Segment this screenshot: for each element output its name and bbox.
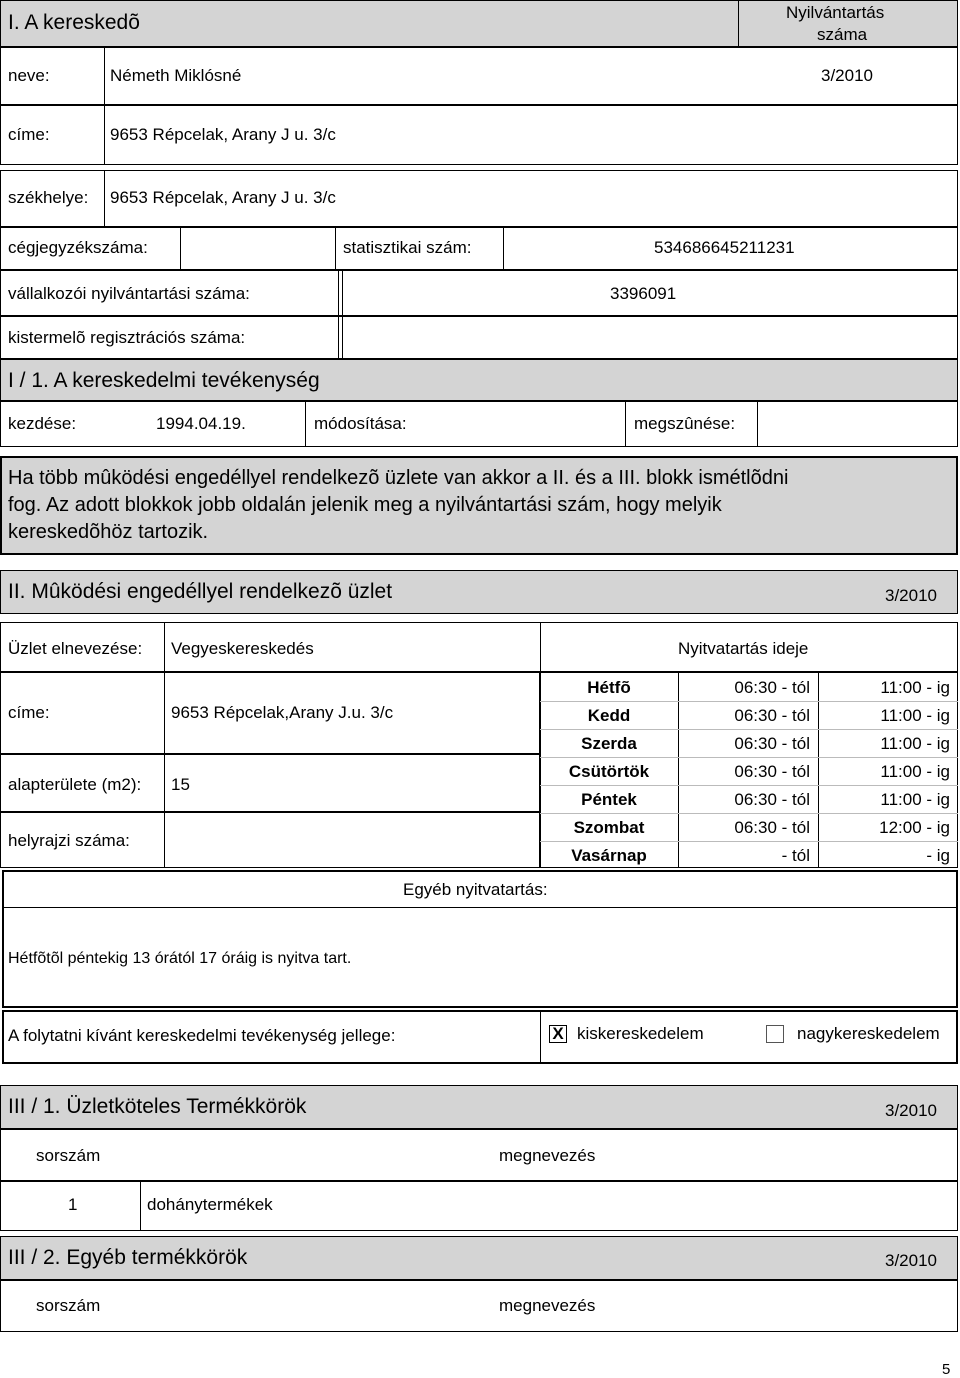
retail-label: kiskereskedelem xyxy=(577,1024,704,1043)
section3-2-title: III / 2. Egyéb termékkörök xyxy=(8,1246,248,1269)
section2-title: II. Mûködési engedéllyel rendelkezõ üzlet xyxy=(8,580,393,603)
product-name: dohánytermékek xyxy=(147,1195,273,1214)
seat-value: 9653 Répcelak, Arany J u. 3/c xyxy=(110,188,336,207)
shop-name-value: Vegyeskereskedés xyxy=(171,639,314,658)
hours-row-divider xyxy=(540,729,958,730)
shop-name-row xyxy=(0,622,958,672)
notice-line1: Ha több mûködési engedéllyel rendelkezõ üzlete van akkor a II. és a III. blokk ismétlõdni xyxy=(8,467,789,489)
hours-day: Vasárnap xyxy=(571,846,647,865)
hours-from: 06:30 - tól xyxy=(734,762,810,781)
section3-2-registry-number: 3/2010 xyxy=(885,1251,937,1270)
name-value: Németh Miklósné xyxy=(110,66,242,85)
shop-address-value: 9653 Répcelak,Arany J.u. 3/c xyxy=(171,703,394,722)
products-table-row xyxy=(0,1181,958,1231)
hours-from: - tól xyxy=(781,846,810,865)
shop-area-label: alapterülete (m2): xyxy=(8,775,142,794)
products-table-header xyxy=(0,1129,958,1181)
other-products-col-name: megnevezés xyxy=(499,1296,596,1315)
product-number: 1 xyxy=(68,1195,78,1214)
stat-label: statisztikai szám: xyxy=(343,238,472,257)
activity-type-label: A folytatni kívánt kereskedelmi tevékenység jellege: xyxy=(8,1026,396,1045)
hours-title: Nyitvatartás ideje xyxy=(678,639,809,658)
hours-to: 11:00 - ig xyxy=(880,790,950,809)
hours-from: 06:30 - tól xyxy=(734,678,810,697)
products-col-number: sorszám xyxy=(36,1146,101,1165)
smallholder-label: kistermelõ regisztrációs száma: xyxy=(8,328,246,347)
start-label: kezdése: xyxy=(8,414,77,433)
shop-plot-label: helyrajzi száma: xyxy=(8,831,130,850)
registry-label-line2: száma xyxy=(817,25,868,44)
stat-value: 534686645211231 xyxy=(654,238,795,257)
retail-checkbox[interactable]: X xyxy=(549,1025,567,1043)
hours-from: 06:30 - tól xyxy=(734,706,810,725)
hours-day: Péntek xyxy=(581,790,637,809)
end-label: megszûnése: xyxy=(634,414,736,433)
notice-line3: kereskedõhöz tartozik. xyxy=(8,521,209,543)
hours-to: 11:00 - ig xyxy=(880,762,950,781)
shop-name-label: Üzlet elnevezése: xyxy=(8,639,143,658)
hours-to: 11:00 - ig xyxy=(880,734,950,753)
registry-label-line1: Nyilvántartás xyxy=(786,3,885,22)
section1-title: I. A kereskedõ xyxy=(8,11,140,34)
modify-label: módosítása: xyxy=(314,414,407,433)
start-value: 1994.04.19. xyxy=(156,414,246,433)
registry-number: 3/2010 xyxy=(821,66,873,85)
hours-to: 11:00 - ig xyxy=(880,678,950,697)
section3-1-registry-number: 3/2010 xyxy=(885,1101,937,1120)
products-col-name: megnevezés xyxy=(499,1146,596,1165)
entrepreneur-value: 3396091 xyxy=(610,284,677,303)
hours-row-divider xyxy=(540,785,958,786)
section2-registry-number: 3/2010 xyxy=(885,586,937,605)
hours-to: 12:00 - ig xyxy=(879,818,950,837)
hours-from: 06:30 - tól xyxy=(734,818,810,837)
address-value: 9653 Répcelak, Arany J u. 3/c xyxy=(110,125,336,144)
other-products-table-header xyxy=(0,1280,958,1332)
hours-row-divider xyxy=(540,813,958,814)
hours-from: 06:30 - tól xyxy=(734,790,810,809)
address-label: címe: xyxy=(8,125,50,144)
other-hours-label: Egyéb nyitvatartás: xyxy=(403,880,548,899)
wholesale-checkbox[interactable] xyxy=(766,1025,784,1043)
section1-1-title: I / 1. A kereskedelmi tevékenység xyxy=(8,369,320,392)
shop-area-value: 15 xyxy=(171,775,190,794)
page-number: 5 xyxy=(942,1361,951,1378)
other-hours-value: Hétfõtõl péntekig 13 órától 17 óráig is nyitva tart. xyxy=(8,950,352,967)
section3-1-title: III / 1. Üzletköteles Termékkörök xyxy=(8,1095,307,1118)
hours-day: Csütörtök xyxy=(568,762,650,781)
shop-address-label: címe: xyxy=(8,703,50,722)
entrepreneur-label: vállalkozói nyilvántartási száma: xyxy=(8,284,250,303)
seat-label: székhelye: xyxy=(8,188,89,207)
hours-row-divider xyxy=(540,757,958,758)
hours-day: Kedd xyxy=(587,706,631,725)
hours-day: Szerda xyxy=(581,734,637,753)
notice-line2: fog. Az adott blokkok jobb oldalán jelenik meg a nyilvántartási szám, hogy melyik xyxy=(8,494,722,516)
hours-row-divider xyxy=(540,841,958,842)
name-label: neve: xyxy=(8,66,50,85)
hours-row-divider xyxy=(540,701,958,702)
activity-dates-row xyxy=(0,401,958,447)
company-reg-label: cégjegyzékszáma: xyxy=(8,238,148,257)
hours-to: - ig xyxy=(926,846,950,865)
hours-day: Hétfõ xyxy=(587,678,631,697)
hours-day: Szombat xyxy=(573,818,645,837)
other-products-col-number: sorszám xyxy=(36,1296,101,1315)
wholesale-label: nagykereskedelem xyxy=(797,1024,940,1043)
hours-from: 06:30 - tól xyxy=(734,734,810,753)
hours-to: 11:00 - ig xyxy=(880,706,950,725)
